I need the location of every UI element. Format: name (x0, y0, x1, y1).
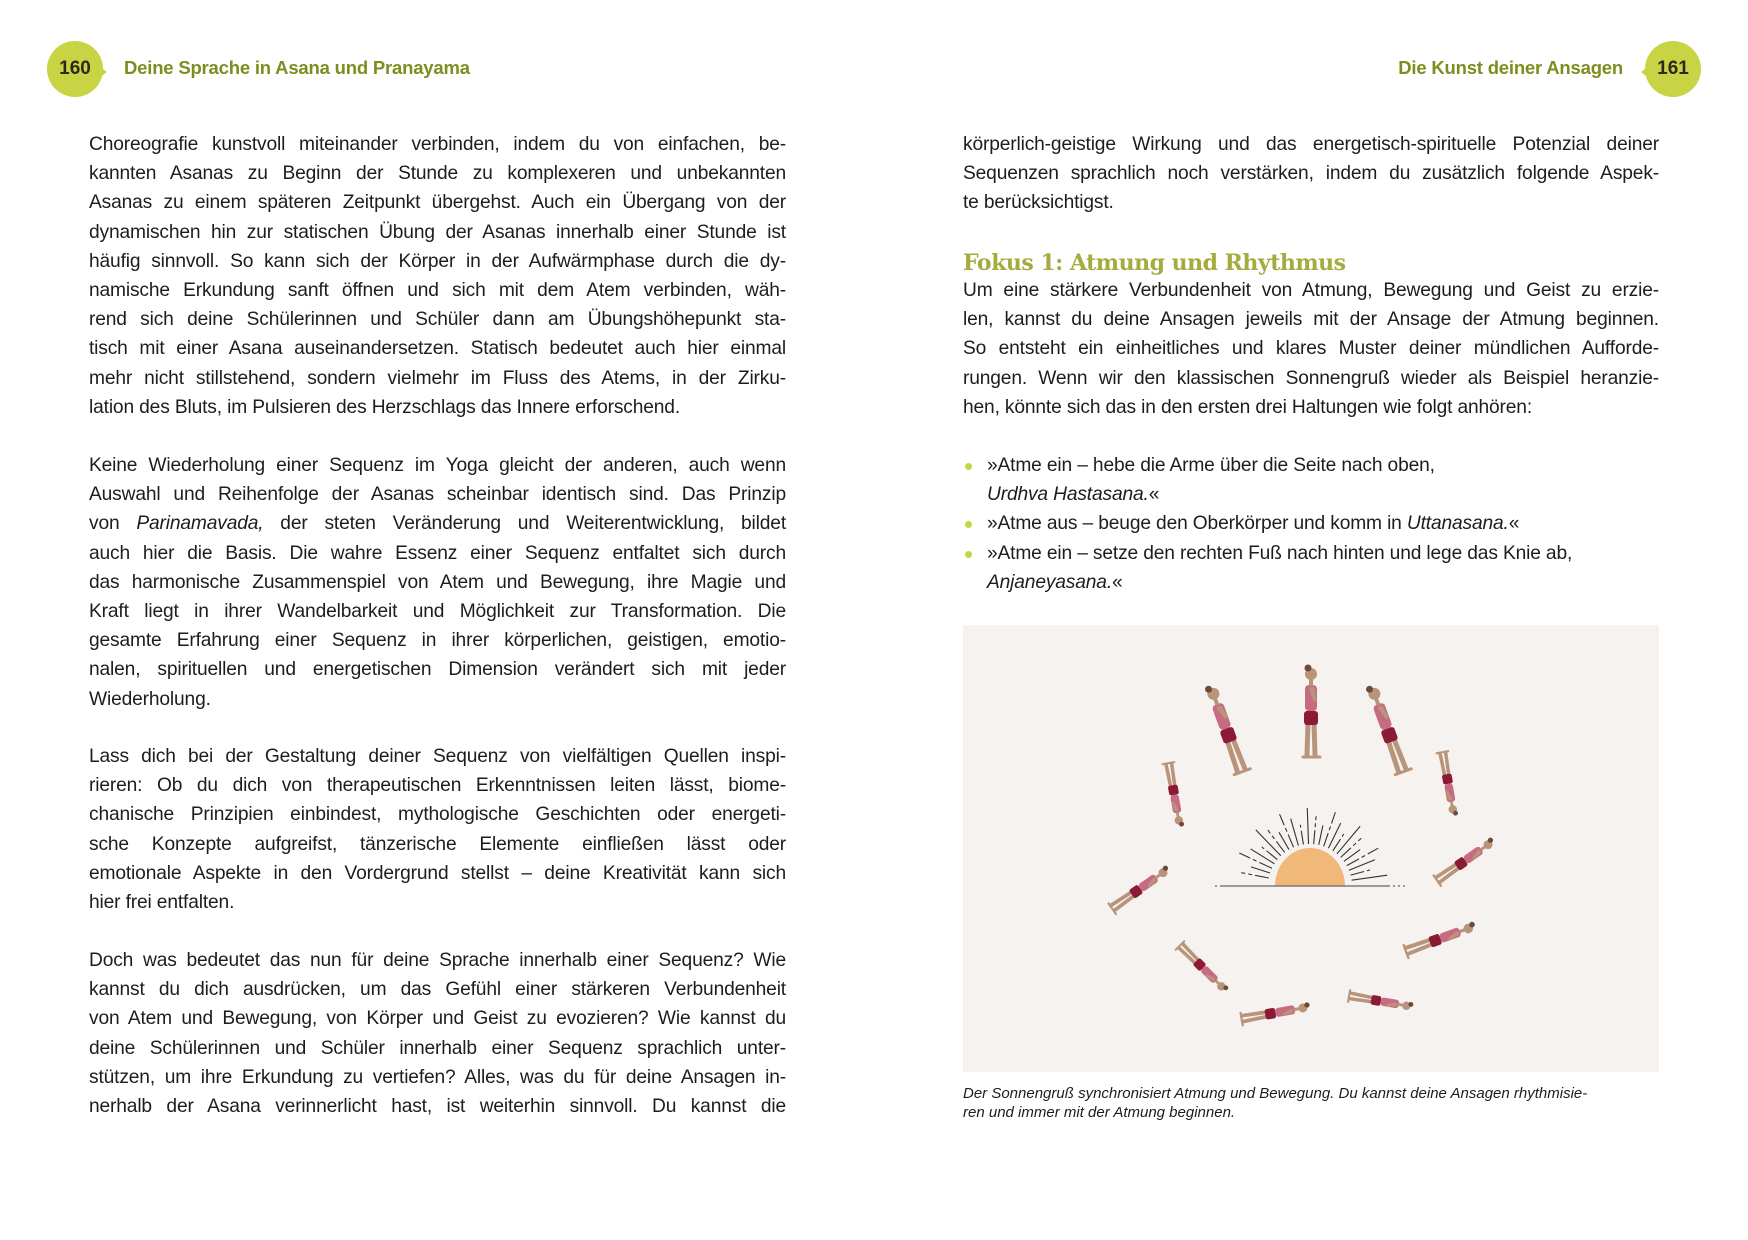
text-segment: nalen, spirituellen und energetischen Dimension verändert sich mit jeder (89, 659, 786, 681)
text-line (89, 1034, 786, 1063)
text-line (89, 480, 786, 509)
pose-forward-fold-right (1436, 751, 1459, 817)
pose-standing-prayer (1303, 665, 1320, 758)
text-segment: Lass dich bei der Gestaltung deiner Sequenz von vielfältigen Quellen inspi- (89, 746, 786, 767)
text-line (89, 597, 786, 626)
bullet-icon (965, 551, 972, 558)
text-segment: rend sich deine Schülerinnen und Schüler dann am Übungshöhepunkt sta- (89, 309, 786, 331)
text-segment: hier frei entfalten. (89, 891, 235, 913)
text-line (89, 655, 786, 684)
pose-lunge-right (1434, 836, 1498, 886)
text-line (963, 568, 1659, 597)
text-segment: Wiederholung. (89, 688, 211, 710)
text-line (963, 364, 1659, 393)
paragraph (89, 742, 786, 917)
text-segment: namische Erkundung sanft öffnen und sich mit dem Atem verbinden, wäh- (89, 279, 786, 301)
text-line (963, 305, 1659, 334)
sun-salutation-svg (963, 625, 1659, 1072)
text-segment: rieren: Ob du dich von therapeutischen Erkenntnissen leiten lässt, biome- (89, 775, 786, 797)
text-segment: len, kannst du deine Ansagen jeweils mit der Ansage der Atmung beginnen. (963, 309, 1659, 331)
paragraph (89, 451, 786, 714)
text-line (963, 451, 1659, 480)
text-line (89, 568, 786, 597)
section-heading: Fokus 1: Atmung und Rhythmus (963, 250, 1346, 276)
bullet-icon (965, 463, 972, 470)
pose-upward-salute-right (1364, 682, 1412, 775)
paragraph (963, 276, 1659, 422)
text-segment: von Atem und Bewegung, von Körper und Geist zu evozieren? Wie kannst du (89, 1008, 786, 1030)
text-segment: der steten Veränderung und Weiterentwicklung, bildet (263, 513, 786, 535)
text-segment: gesamte Erfahrung einer Sequenz in ihrer körperlichen, geistigen, emotio- (89, 630, 786, 652)
text-segment: »Atme aus – beuge den Oberkörper und komm in (987, 513, 1407, 535)
caption-line: ren und immer mit der Atmung beginnen. (963, 1104, 1236, 1121)
text-segment: Keine Wiederholung einer Sequenz im Yoga gleicht der anderen, auch wenn (89, 455, 786, 476)
text-line (89, 771, 786, 800)
pose-knees-chest-chin (1348, 990, 1414, 1013)
text-line (963, 276, 1659, 305)
text-line (89, 1092, 786, 1121)
paragraph (89, 130, 786, 422)
text-line (963, 130, 1659, 159)
caption-line: Der Sonnengruß synchronisiert Atmung und Bewegung. Du kannst deine Ansagen rhythmisie- (963, 1085, 1588, 1102)
text-line (89, 946, 786, 975)
text-segment: kannten Asanas zu Beginn der Stunde zu komplexeren und unbekannten (89, 163, 786, 185)
text-line (963, 509, 1659, 538)
running-head-left: Deine Sprache in Asana und Pranayama (124, 57, 470, 78)
text-segment: Choreografie kunstvoll miteinander verbinden, indem du von einfachen, be- (89, 134, 786, 155)
text-segment: lation des Bluts, im Pulsieren des Herzschlags das Innere erforschend. (89, 396, 681, 418)
figure-caption (963, 1084, 1663, 1122)
text-segment: hen, könnte sich das in den ersten drei Haltungen wie folgt anhören: (963, 396, 1533, 418)
text-line (89, 859, 786, 888)
page-number-text: 160 (59, 58, 91, 79)
text-segment: Auswahl und Reihenfolge der Asanas scheinbar identisch sind. Das Prinzip (89, 484, 786, 506)
text-segment: Doch was bedeutet das nun für deine Sprache innerhalb einer Sequenz? Wie (89, 950, 786, 971)
text-line (89, 1063, 786, 1092)
text-segment: te berücksichtigst. (963, 192, 1114, 214)
text-segment: deine Schülerinnen und Schüler innerhalb einer Sequenz sprachlich unter- (89, 1037, 786, 1059)
text-line (89, 509, 786, 538)
text-segment: »Atme ein – hebe die Arme über die Seite nach oben, (987, 455, 1435, 476)
text-line (89, 364, 786, 393)
sun-salutation-illustration (963, 625, 1659, 1072)
italic-term: Anjaneyasana. (987, 571, 1112, 593)
text-segment: chanische Prinzipien einbindest, mythologische Geschichten oder energeti- (89, 804, 786, 826)
text-segment: auch hier die Basis. Die wahre Essenz einer Sequenz entfaltet sich durch (89, 542, 786, 564)
italic-term: Uttanasana. (1406, 513, 1509, 535)
text-segment: « (1148, 484, 1160, 506)
text-segment: »Atme ein – setze den rechten Fuß nach hinten und lege das Knie ab, (987, 542, 1573, 564)
text-segment: So entsteht ein einheitliches und klares Muster deiner mündlichen Aufforde- (963, 338, 1659, 360)
text-segment: Um eine stärkere Verbundenheit von Atmung, Bewegung und Geist zu erzie- (963, 280, 1659, 301)
pose-lunge-left (1109, 864, 1173, 914)
page-number-left (47, 41, 103, 97)
bullet-icon (965, 521, 972, 528)
text-line (89, 393, 786, 422)
text-line (89, 1004, 786, 1033)
sun-icon (1215, 808, 1405, 886)
text-segment: Kraft liegt in ihrer Wandelbarkeit und Möglichkeit zur Transformation. Die (89, 600, 786, 622)
text-line (89, 130, 786, 159)
text-line (89, 626, 786, 655)
text-line (89, 247, 786, 276)
bullet-list (963, 451, 1659, 597)
text-segment: häufig sinnvoll. So kann sich der Körper in der Aufwärmphase durch die dy- (89, 250, 786, 272)
text-line (963, 393, 1659, 422)
italic-term: Parinamavada, (136, 513, 264, 535)
text-segment: kannst du dich ausdrücken, um das Gefühl einer stärkeren Verbundenheit (89, 979, 786, 1001)
text-line (89, 334, 786, 363)
text-segment: das harmonische Zusammenspiel von Atem und Bewegung, ihre Magie und (89, 571, 786, 593)
pose-downward-dog (1176, 941, 1230, 995)
pose-plank (1404, 920, 1478, 958)
text-segment: Sequenzen sprachlich noch verstärken, indem du zusätzlich folgende Aspek- (963, 163, 1659, 185)
text-segment: emotionale Aspekte in den Vordergrund stellst – deine Kreativität kann sich (89, 862, 786, 884)
running-head-right: Die Kunst deiner Ansagen (1398, 57, 1623, 78)
text-segment: körperlich-geistige Wirkung und das energetisch-spirituelle Potenzial deiner (963, 134, 1659, 155)
pose-upward-salute-left (1203, 682, 1251, 775)
text-line (963, 334, 1659, 363)
pose-forward-fold-left (1162, 762, 1185, 828)
text-line (89, 188, 786, 217)
text-segment: von (89, 513, 137, 535)
text-line (89, 539, 786, 568)
page-number-right (1645, 41, 1701, 97)
text-line (963, 159, 1659, 188)
page-number-text: 161 (1657, 58, 1689, 79)
text-segment: rungen. Wenn wir den klassischen Sonnengruß wieder als Beispiel heranzie- (963, 367, 1659, 389)
text-line (89, 276, 786, 305)
text-segment: Asanas zu einem späteren Zeitpunkt übergehst. Auch ein Übergang von der (89, 192, 786, 214)
text-line (89, 830, 786, 859)
pose-cobra (1241, 1001, 1312, 1026)
text-line (89, 975, 786, 1004)
text-line (89, 685, 786, 714)
text-line (963, 480, 1659, 509)
text-line (89, 159, 786, 188)
text-line (89, 742, 786, 771)
text-line (89, 305, 786, 334)
text-line (89, 451, 786, 480)
text-segment: « (1112, 571, 1123, 593)
text-segment: sche Konzepte aufgreifst, tänzerische Elemente einfließen lässt oder (89, 833, 786, 855)
text-segment: stützen, um ihre Erkundung zu vertiefen? Alles, was du für deine Ansagen in- (89, 1066, 786, 1088)
text-segment: nerhalb der Asana verinnerlicht hast, ist weiterhin sinnvoll. Du kannst die (89, 1095, 786, 1117)
text-segment: « (1508, 513, 1520, 535)
italic-term: Urdhva Hastasana. (987, 484, 1149, 506)
text-line (89, 888, 786, 917)
text-line (963, 539, 1659, 568)
text-line (963, 188, 1659, 217)
paragraph (963, 130, 1659, 218)
paragraph (89, 946, 786, 1121)
text-segment: mehr nicht stillstehend, sondern vielmehr im Fluss des Atems, in der Zirku- (89, 367, 786, 389)
text-segment: tisch mit einer Asana auseinandersetzen. Statisch bedeutet auch hier einmal (89, 338, 786, 360)
text-line (89, 218, 786, 247)
text-line (89, 800, 786, 829)
text-segment: dynamischen hin zur statischen Übung der Asanas innerhalb einer Stunde ist (89, 221, 786, 243)
